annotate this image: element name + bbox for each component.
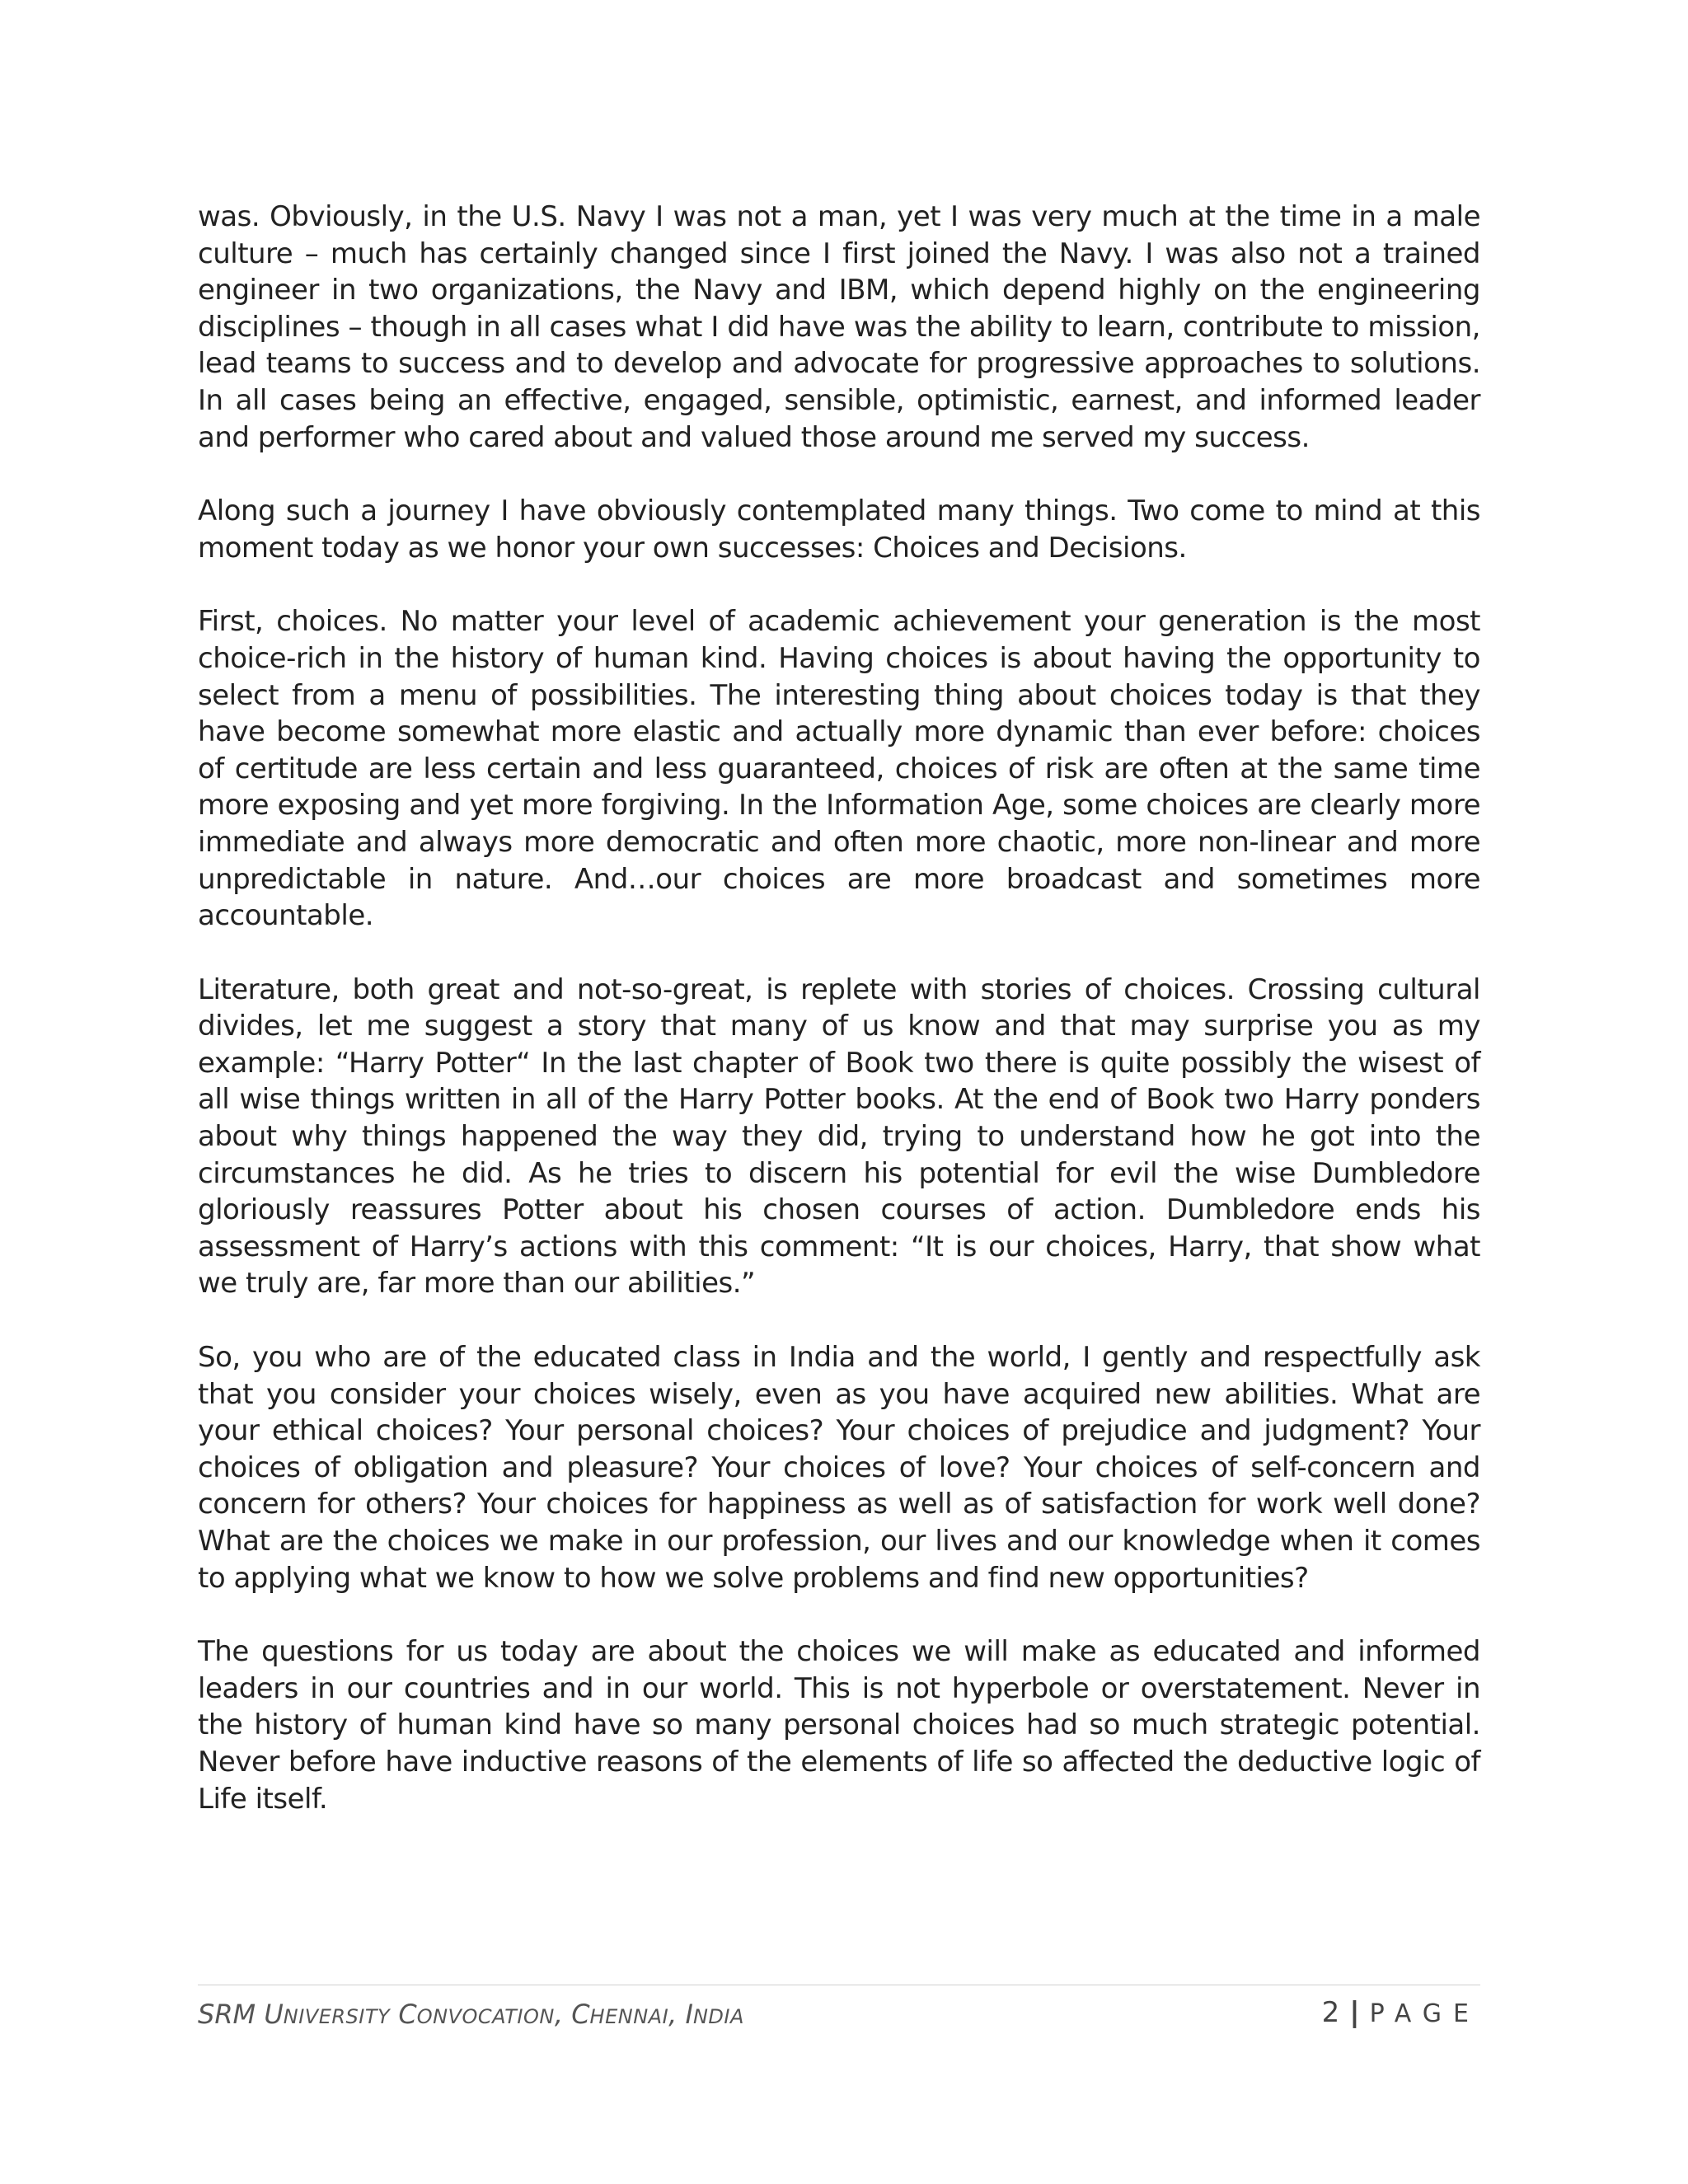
page-separator: | bbox=[1349, 1996, 1360, 2029]
footer-title-part: HENNAI bbox=[589, 2005, 669, 2028]
paragraph: The questions for us today are about the choices we will make as educated and informed leaders in our countries and in our world. This is not hyperbole or overstatement. Never in the history of human kind have so many personal choices had so much strategic potential. Never before have inductive reasons of the elements of life so affected the deductive logic of Life itself. bbox=[198, 1635, 1480, 1816]
footer-title-part: , C bbox=[554, 1999, 590, 2030]
footer-title-part: ONVOCATION bbox=[416, 2005, 555, 2028]
footer-title-part: , I bbox=[668, 1999, 693, 2030]
paragraph: was. Obviously, in the U.S. Navy I was not a man, yet I was very much at the time in a male culture – much has certainly changed since I first joined the Navy. I was also not a trained engineer in two organizations, the Navy and IBM, which depend highly on the engineering disciplines – though in all cases what I did have was the ability to learn, contribute to mission, lead teams to success and to develop and advocate for progressive approaches to solutions. In all cases being an effective, engaged, sensible, optimistic, earnest, and informed leader and performer who cared about and valued those around me served my success. bbox=[198, 200, 1480, 454]
page-number: 2 bbox=[1321, 1996, 1340, 2029]
footer-title-part: SRM U bbox=[198, 1999, 284, 2030]
footer-title-part: NIVERSITY bbox=[283, 2005, 391, 2028]
page-label: PAGE bbox=[1369, 1999, 1480, 2028]
page-indicator bbox=[1322, 1996, 1480, 2029]
paragraph: So, you who are of the educated class in India and the world, I gently and respectfully ask that you consider your choices wisely, even as you have acquired new abilities. What are your ethical choices? Your personal choices? Your choices of prejudice and judgment? Your choices of obligation and pleasure? Your choices of love? Your choices of self-concern and concern for others? Your choices for happiness as well as of satisfaction for work well done? What are the choices we make in our profession, our lives and our knowledge when it comes to applying what we know to how we solve problems and find new opportunities? bbox=[198, 1341, 1480, 1595]
body-text bbox=[198, 199, 1480, 1854]
footer-title-part: C bbox=[390, 1999, 417, 2030]
paragraph: Literature, both great and not-so-great, is replete with stories of choices. Crossing cultural divides, let me suggest a story that many of us know and that may surprise you as my example: “Harry Potter“ In the last chapter of Book two there is quite possibly the wisest of all wise things written in all of the Harry Potter books. At the end of Book two Harry ponders about why things happened the way they did, trying to understand how he got into the circumstances he did. As he tries to discern his potential for evil the wise Dumbledore gloriously reassures Potter about his chosen courses of action. Dumbledore ends his assessment of Harry’s actions with this comment: “It is our choices, Harry, that show what we truly are, far more than our abilities.” bbox=[198, 972, 1480, 1301]
footer-title-part: NDIA bbox=[692, 2005, 744, 2028]
paragraph: Along such a journey I have obviously contemplated many things. Two come to mind at this moment today as we honor your own successes: Choices and Decisions. bbox=[198, 494, 1480, 565]
footer-title bbox=[198, 1999, 744, 2030]
paragraph: First, choices. No matter your level of academic achievement your generation is the most choice-rich in the history of human kind. Having choices is about having the opportunity to select from a menu of possibilities. The interesting thing about choices today is that they have become somewhat more elastic and actually more dynamic than ever before: choices of certitude are less certain and less guaranteed, choices of risk are often at the same time more exposing and yet more forgiving. In the Information Age, some choices are clearly more immediate and always more democratic and often more chaotic, more non-linear and more unpredictable in nature. And…our choices are more broadcast and sometimes more accountable. bbox=[198, 605, 1480, 933]
